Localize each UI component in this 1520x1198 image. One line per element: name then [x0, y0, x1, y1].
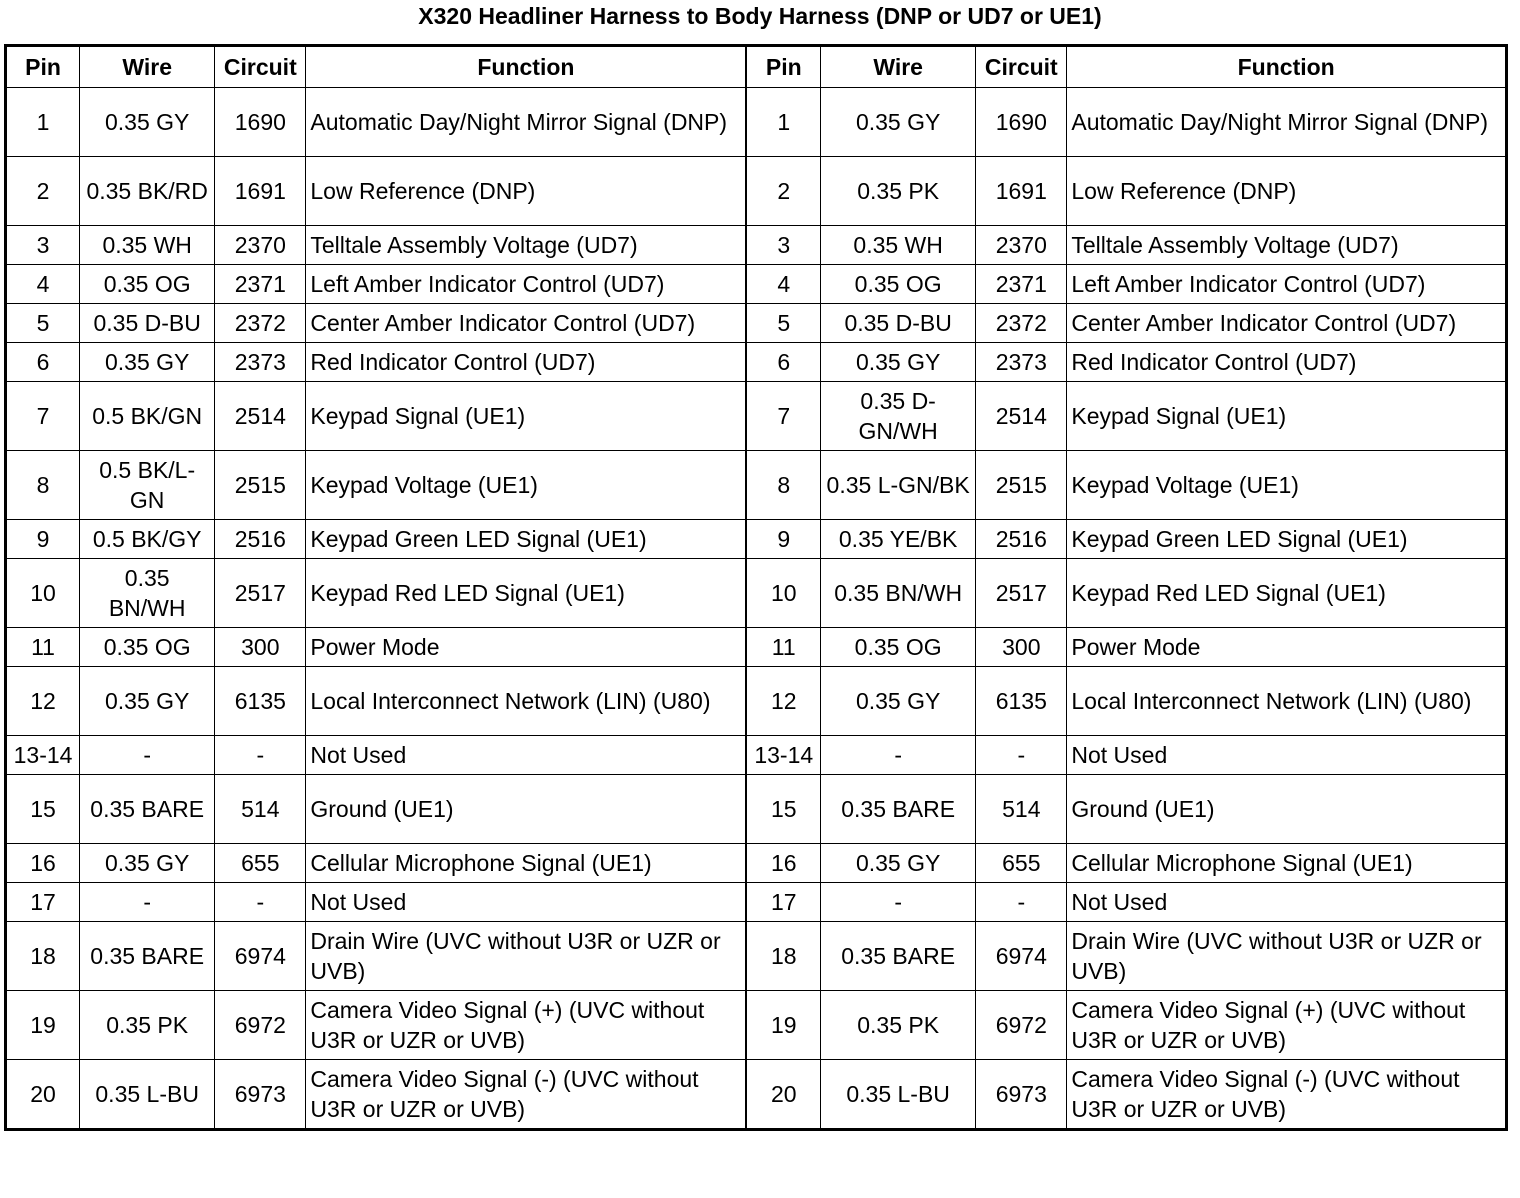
- header-pin: Pin: [6, 46, 80, 88]
- left-pin-cell: 12: [6, 667, 80, 736]
- right-function-cell: Drain Wire (UVC without U3R or UZR or UVB): [1067, 922, 1507, 991]
- right-pin-cell: 11: [746, 628, 820, 667]
- right-wire-cell: 0.35 D-GN/WH: [821, 382, 976, 451]
- left-wire-cell: -: [80, 736, 215, 775]
- header-function: Function: [1067, 46, 1507, 88]
- left-wire-cell: 0.35 GY: [80, 667, 215, 736]
- right-pin-cell: 13-14: [746, 736, 820, 775]
- right-circuit-cell: 6974: [976, 922, 1067, 991]
- right-circuit-cell: 2372: [976, 304, 1067, 343]
- right-function-cell: Keypad Signal (UE1): [1067, 382, 1507, 451]
- left-circuit-cell: 2517: [215, 559, 306, 628]
- table-row: [6, 1060, 1507, 1130]
- right-pin-cell: 17: [746, 883, 820, 922]
- right-circuit-cell: 655: [976, 844, 1067, 883]
- right-function-cell: Keypad Red LED Signal (UE1): [1067, 559, 1507, 628]
- right-function-cell: Local Interconnect Network (LIN) (U80): [1067, 667, 1507, 736]
- right-wire-cell: 0.35 WH: [821, 226, 976, 265]
- header-wire: Wire: [80, 46, 215, 88]
- document-title: X320 Headliner Harness to Body Harness (DNP or UD7 or UE1): [418, 3, 1102, 29]
- left-wire-cell: 0.35 BARE: [80, 922, 215, 991]
- left-wire-cell: 0.35 GY: [80, 844, 215, 883]
- left-function-cell: Keypad Green LED Signal (UE1): [306, 520, 747, 559]
- right-circuit-cell: 1690: [976, 88, 1067, 157]
- right-pin-cell: 10: [746, 559, 820, 628]
- right-circuit-cell: 6972: [976, 991, 1067, 1060]
- right-circuit-cell: 6973: [976, 1060, 1067, 1130]
- table-row: [6, 991, 1507, 1060]
- table-row: [6, 265, 1507, 304]
- left-wire-cell: 0.5 BK/L-GN: [80, 451, 215, 520]
- right-wire-cell: -: [821, 736, 976, 775]
- right-function-cell: Power Mode: [1067, 628, 1507, 667]
- left-circuit-cell: 1690: [215, 88, 306, 157]
- left-pin-cell: 18: [6, 922, 80, 991]
- left-pin-cell: 4: [6, 265, 80, 304]
- right-wire-cell: 0.35 GY: [821, 343, 976, 382]
- right-pin-cell: 16: [746, 844, 820, 883]
- left-wire-cell: 0.35 D-BU: [80, 304, 215, 343]
- left-pin-cell: 11: [6, 628, 80, 667]
- left-function-cell: Center Amber Indicator Control (UD7): [306, 304, 747, 343]
- left-circuit-cell: 514: [215, 775, 306, 844]
- left-circuit-cell: 2370: [215, 226, 306, 265]
- left-wire-cell: 0.35 WH: [80, 226, 215, 265]
- right-circuit-cell: 6135: [976, 667, 1067, 736]
- header-wire: Wire: [821, 46, 976, 88]
- left-circuit-cell: 2373: [215, 343, 306, 382]
- left-pin-cell: 17: [6, 883, 80, 922]
- right-wire-cell: 0.35 YE/BK: [821, 520, 976, 559]
- right-pin-cell: 8: [746, 451, 820, 520]
- right-function-cell: Automatic Day/Night Mirror Signal (DNP): [1067, 88, 1507, 157]
- left-circuit-cell: 6972: [215, 991, 306, 1060]
- left-pin-cell: 1: [6, 88, 80, 157]
- table-row: [6, 844, 1507, 883]
- right-function-cell: Center Amber Indicator Control (UD7): [1067, 304, 1507, 343]
- left-circuit-cell: 6974: [215, 922, 306, 991]
- table-row: [6, 736, 1507, 775]
- right-wire-cell: 0.35 OG: [821, 265, 976, 304]
- right-pin-cell: 2: [746, 157, 820, 226]
- table-row: [6, 226, 1507, 265]
- left-function-cell: Left Amber Indicator Control (UD7): [306, 265, 747, 304]
- left-circuit-cell: -: [215, 736, 306, 775]
- right-function-cell: Red Indicator Control (UD7): [1067, 343, 1507, 382]
- left-wire-cell: 0.35 OG: [80, 628, 215, 667]
- left-function-cell: Camera Video Signal (-) (UVC without U3R or UZR or UVB): [306, 1060, 747, 1130]
- right-function-cell: Ground (UE1): [1067, 775, 1507, 844]
- left-circuit-cell: 2372: [215, 304, 306, 343]
- left-pin-cell: 8: [6, 451, 80, 520]
- left-function-cell: Ground (UE1): [306, 775, 747, 844]
- left-circuit-cell: 2515: [215, 451, 306, 520]
- left-function-cell: Keypad Signal (UE1): [306, 382, 747, 451]
- table-row: [6, 382, 1507, 451]
- right-function-cell: Not Used: [1067, 883, 1507, 922]
- table-body: [6, 88, 1507, 1130]
- right-function-cell: Keypad Voltage (UE1): [1067, 451, 1507, 520]
- right-wire-cell: 0.35 D-BU: [821, 304, 976, 343]
- table-row: [6, 520, 1507, 559]
- left-function-cell: Red Indicator Control (UD7): [306, 343, 747, 382]
- right-pin-cell: 15: [746, 775, 820, 844]
- left-pin-cell: 2: [6, 157, 80, 226]
- right-wire-cell: 0.35 BARE: [821, 775, 976, 844]
- left-function-cell: Local Interconnect Network (LIN) (U80): [306, 667, 747, 736]
- left-wire-cell: 0.35 PK: [80, 991, 215, 1060]
- left-circuit-cell: 1691: [215, 157, 306, 226]
- table-row: [6, 88, 1507, 157]
- left-pin-cell: 15: [6, 775, 80, 844]
- left-circuit-cell: 2371: [215, 265, 306, 304]
- right-circuit-cell: 2373: [976, 343, 1067, 382]
- left-function-cell: Cellular Microphone Signal (UE1): [306, 844, 747, 883]
- right-function-cell: Low Reference (DNP): [1067, 157, 1507, 226]
- connector-pinout-table: [4, 44, 1508, 1131]
- left-wire-cell: 0.35 GY: [80, 88, 215, 157]
- right-wire-cell: 0.35 GY: [821, 667, 976, 736]
- left-pin-cell: 20: [6, 1060, 80, 1130]
- right-circuit-cell: -: [976, 736, 1067, 775]
- right-circuit-cell: -: [976, 883, 1067, 922]
- right-function-cell: Camera Video Signal (-) (UVC without U3R or UZR or UVB): [1067, 1060, 1507, 1130]
- table-row: [6, 922, 1507, 991]
- left-wire-cell: 0.35 BARE: [80, 775, 215, 844]
- header-circuit: Circuit: [215, 46, 306, 88]
- left-function-cell: Camera Video Signal (+) (UVC without U3R or UZR or UVB): [306, 991, 747, 1060]
- right-function-cell: Camera Video Signal (+) (UVC without U3R or UZR or UVB): [1067, 991, 1507, 1060]
- header-pin: Pin: [746, 46, 820, 88]
- left-pin-cell: 10: [6, 559, 80, 628]
- right-circuit-cell: 2514: [976, 382, 1067, 451]
- right-pin-cell: 4: [746, 265, 820, 304]
- left-function-cell: Not Used: [306, 736, 747, 775]
- right-function-cell: Telltale Assembly Voltage (UD7): [1067, 226, 1507, 265]
- right-circuit-cell: 2371: [976, 265, 1067, 304]
- left-pin-cell: 9: [6, 520, 80, 559]
- right-pin-cell: 9: [746, 520, 820, 559]
- left-function-cell: Drain Wire (UVC without U3R or UZR or UVB): [306, 922, 747, 991]
- left-pin-cell: 13-14: [6, 736, 80, 775]
- left-circuit-cell: 655: [215, 844, 306, 883]
- right-pin-cell: 6: [746, 343, 820, 382]
- right-function-cell: Cellular Microphone Signal (UE1): [1067, 844, 1507, 883]
- right-wire-cell: 0.35 PK: [821, 991, 976, 1060]
- left-circuit-cell: 2514: [215, 382, 306, 451]
- right-pin-cell: 12: [746, 667, 820, 736]
- right-function-cell: Keypad Green LED Signal (UE1): [1067, 520, 1507, 559]
- table-row: [6, 667, 1507, 736]
- table-row: [6, 157, 1507, 226]
- left-function-cell: Telltale Assembly Voltage (UD7): [306, 226, 747, 265]
- left-function-cell: Keypad Red LED Signal (UE1): [306, 559, 747, 628]
- right-circuit-cell: 2517: [976, 559, 1067, 628]
- left-function-cell: Not Used: [306, 883, 747, 922]
- header-row: [6, 46, 1507, 88]
- table-row: [6, 628, 1507, 667]
- left-wire-cell: 0.35 BK/RD: [80, 157, 215, 226]
- left-wire-cell: 0.35 L-BU: [80, 1060, 215, 1130]
- left-function-cell: Power Mode: [306, 628, 747, 667]
- left-circuit-cell: 6135: [215, 667, 306, 736]
- left-circuit-cell: 6973: [215, 1060, 306, 1130]
- right-pin-cell: 20: [746, 1060, 820, 1130]
- left-wire-cell: -: [80, 883, 215, 922]
- left-pin-cell: 16: [6, 844, 80, 883]
- left-wire-cell: 0.5 BK/GY: [80, 520, 215, 559]
- right-circuit-cell: 1691: [976, 157, 1067, 226]
- right-wire-cell: 0.35 L-BU: [821, 1060, 976, 1130]
- left-pin-cell: 7: [6, 382, 80, 451]
- table-row: [6, 775, 1507, 844]
- right-circuit-cell: 2516: [976, 520, 1067, 559]
- table-row: [6, 304, 1507, 343]
- right-pin-cell: 18: [746, 922, 820, 991]
- right-circuit-cell: 300: [976, 628, 1067, 667]
- right-wire-cell: 0.35 GY: [821, 88, 976, 157]
- left-wire-cell: 0.5 BK/GN: [80, 382, 215, 451]
- table-row: [6, 343, 1507, 382]
- right-pin-cell: 19: [746, 991, 820, 1060]
- right-function-cell: Not Used: [1067, 736, 1507, 775]
- right-circuit-cell: 2515: [976, 451, 1067, 520]
- right-wire-cell: 0.35 BN/WH: [821, 559, 976, 628]
- left-function-cell: Low Reference (DNP): [306, 157, 747, 226]
- right-pin-cell: 1: [746, 88, 820, 157]
- left-pin-cell: 6: [6, 343, 80, 382]
- table-row: [6, 451, 1507, 520]
- left-pin-cell: 19: [6, 991, 80, 1060]
- right-wire-cell: 0.35 OG: [821, 628, 976, 667]
- left-circuit-cell: 2516: [215, 520, 306, 559]
- left-circuit-cell: -: [215, 883, 306, 922]
- left-pin-cell: 5: [6, 304, 80, 343]
- table-row: [6, 559, 1507, 628]
- right-pin-cell: 7: [746, 382, 820, 451]
- left-wire-cell: 0.35 OG: [80, 265, 215, 304]
- header-function: Function: [306, 46, 747, 88]
- left-circuit-cell: 300: [215, 628, 306, 667]
- right-wire-cell: 0.35 L-GN/BK: [821, 451, 976, 520]
- left-pin-cell: 3: [6, 226, 80, 265]
- table-row: [6, 883, 1507, 922]
- right-wire-cell: -: [821, 883, 976, 922]
- right-wire-cell: 0.35 PK: [821, 157, 976, 226]
- right-function-cell: Left Amber Indicator Control (UD7): [1067, 265, 1507, 304]
- left-function-cell: Keypad Voltage (UE1): [306, 451, 747, 520]
- right-circuit-cell: 2370: [976, 226, 1067, 265]
- left-wire-cell: 0.35 GY: [80, 343, 215, 382]
- right-circuit-cell: 514: [976, 775, 1067, 844]
- right-pin-cell: 5: [746, 304, 820, 343]
- left-function-cell: Automatic Day/Night Mirror Signal (DNP): [306, 88, 747, 157]
- right-wire-cell: 0.35 BARE: [821, 922, 976, 991]
- left-wire-cell: 0.35 BN/WH: [80, 559, 215, 628]
- header-circuit: Circuit: [976, 46, 1067, 88]
- right-wire-cell: 0.35 GY: [821, 844, 976, 883]
- right-pin-cell: 3: [746, 226, 820, 265]
